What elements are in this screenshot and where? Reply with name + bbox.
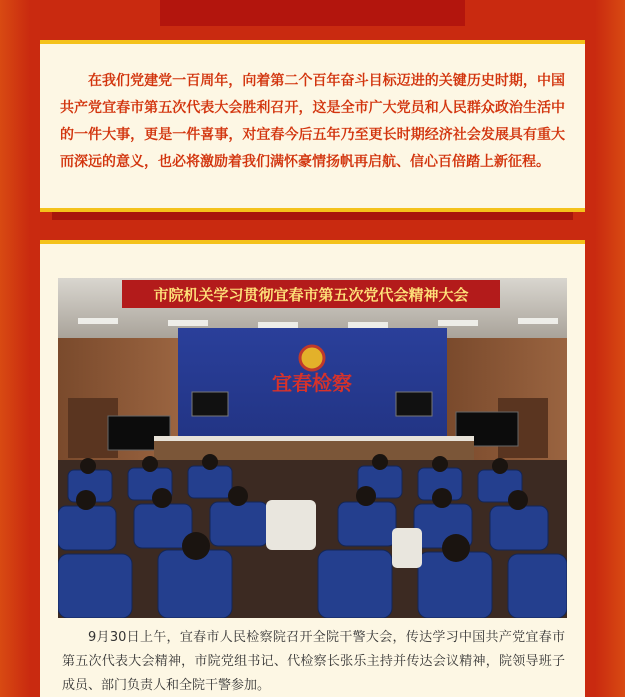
background-left-shade	[0, 0, 30, 697]
card-divider	[52, 212, 573, 220]
photo-card	[40, 240, 585, 697]
top-decor-band	[160, 0, 465, 26]
meeting-hall-illustration	[58, 278, 567, 618]
wall-text: 宜春检察	[272, 371, 352, 395]
photo-caption: 9月30日上午，宜春市人民检察院召开全院干警大会，传达学习中国共产党宜春市第五次代表大会精神，市院党组书记、代检察长张乐主持并传达会议精神，院领导班子成员、部门负责人和全院干警参加。	[62, 630, 565, 693]
intro-paragraph: 在我们党建党一百周年，向着第二个百年奋斗目标迈进的关键历史时期，中国共产党宜春市第五次代表大会胜利召开，这是全市广大党员和人民群众政治生活中的一件大事，更是一件喜事，对宜春今后五年乃至更长时期经济社会发展具有重大而深远的意义，也必将激励着我们满怀豪情扬帆再启航、信心百倍踏上新征程。	[60, 73, 565, 170]
banner-text: 市院机关学习贯彻宜春市第五次党代会精神大会	[153, 286, 469, 304]
meeting-photo	[58, 278, 567, 618]
background-right-shade	[595, 0, 625, 697]
intro-card	[40, 40, 585, 212]
